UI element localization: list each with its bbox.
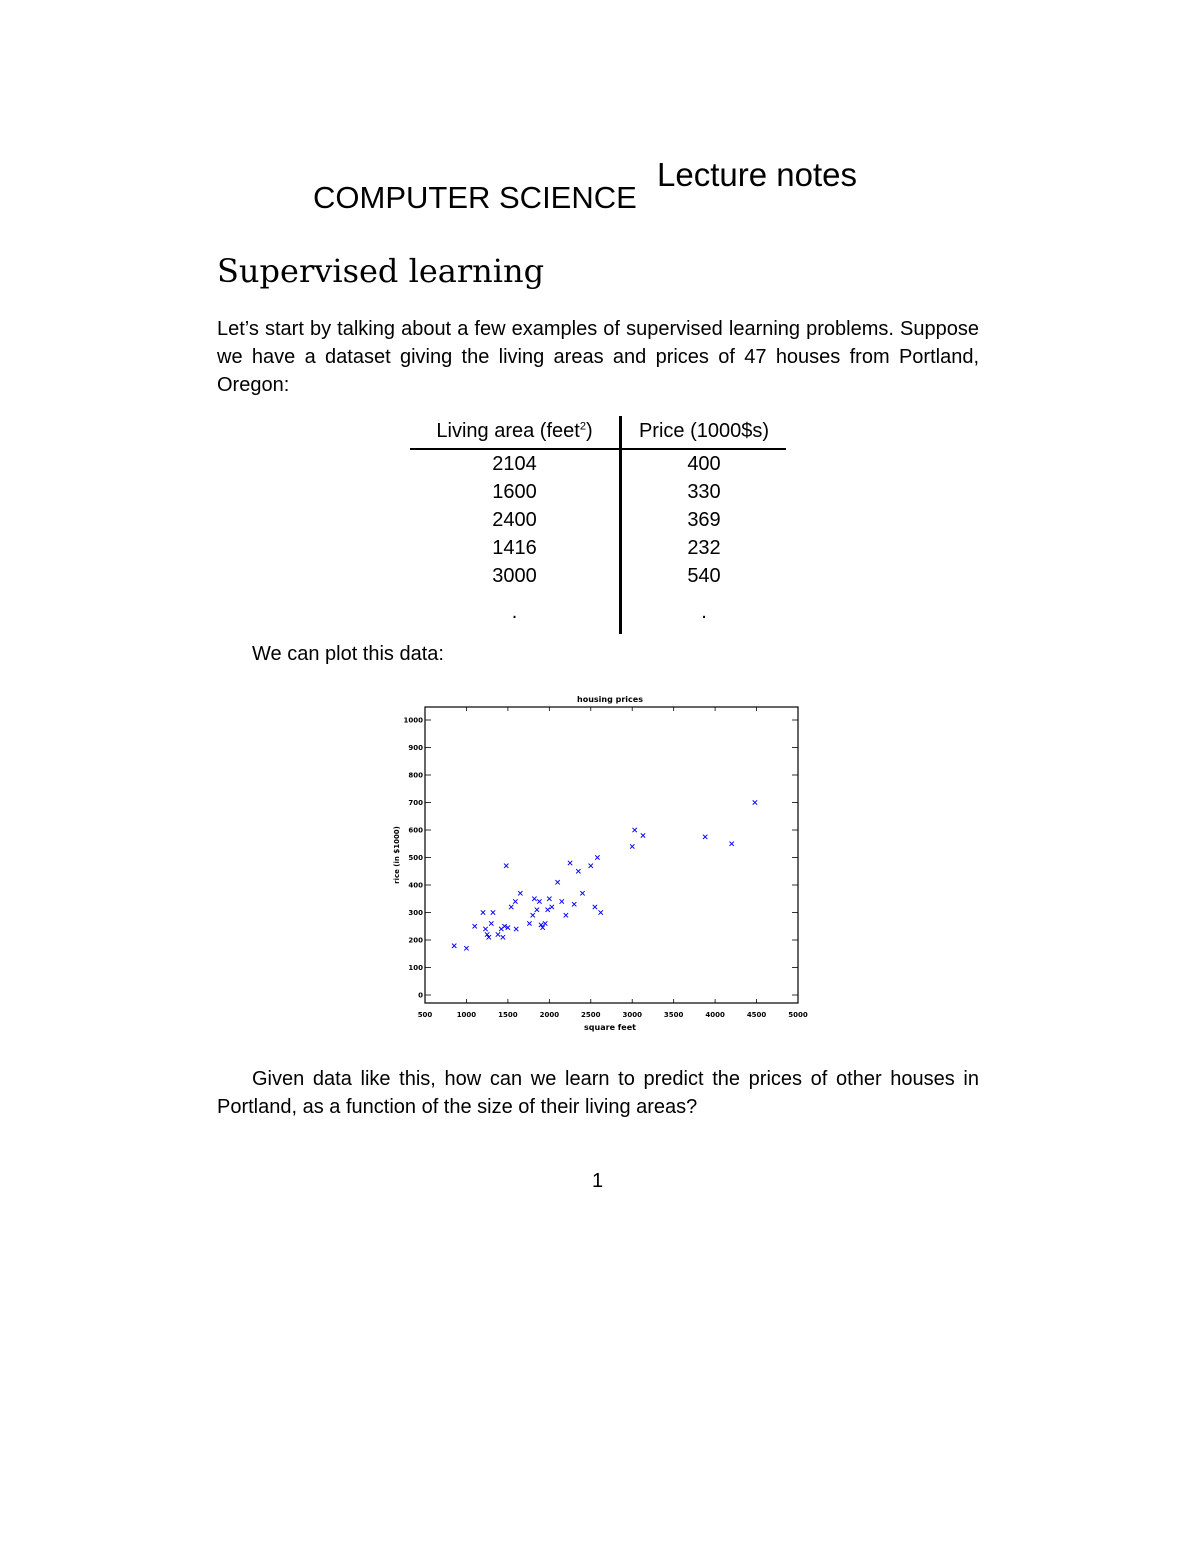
data-point	[595, 855, 599, 859]
header-living-area-text: Living area (feet	[436, 419, 580, 442]
data-point	[514, 927, 518, 931]
data-point	[641, 833, 645, 837]
data-point	[547, 897, 551, 901]
y-axis-label: rice (in $1000)	[393, 826, 401, 884]
cell-price: 369	[687, 508, 721, 531]
y-tick-label: 700	[408, 799, 423, 807]
data-point	[518, 891, 522, 895]
data-points	[452, 800, 757, 950]
data-point	[564, 913, 568, 917]
data-point	[568, 861, 572, 865]
data-point	[599, 910, 603, 914]
document-title: COMPUTER SCIENCE	[313, 180, 637, 215]
data-point	[576, 869, 580, 873]
y-tick-label: 0	[418, 991, 423, 1000]
plot-intro-text: We can plot this data:	[252, 643, 444, 665]
cell-price: 232	[687, 536, 721, 559]
data-point	[543, 921, 547, 925]
data-point	[504, 864, 508, 868]
table-row	[410, 449, 786, 478]
x-tick-label: 1000	[456, 1011, 477, 1019]
data-point	[452, 944, 456, 948]
data-point	[464, 946, 468, 950]
table-row	[410, 478, 786, 506]
cell-area: 2400	[410, 506, 621, 534]
plot-frame	[425, 707, 798, 1003]
data-point	[703, 835, 707, 839]
table-row	[410, 562, 786, 590]
section-title: Supervised learning	[217, 252, 545, 290]
x-tick-label: 1500	[498, 1011, 518, 1019]
document-subtitle: Lecture notes	[657, 156, 857, 193]
x-axis-label: square feet	[584, 1023, 636, 1032]
data-point	[481, 910, 485, 914]
table-ellipsis-row	[410, 590, 786, 634]
axis-ticks	[404, 707, 808, 1019]
intro-paragraph: Let’s start by talking about a few examples of supervised learning problems. Suppose we have a dataset giving the living areas and prices of 47 houses from Portland, Oregon:	[217, 318, 979, 396]
data-point	[473, 924, 477, 928]
data-point	[509, 905, 513, 909]
x-tick-label: 5000	[788, 1011, 808, 1019]
header-living-area	[410, 416, 621, 449]
y-tick-label: 400	[408, 881, 423, 890]
data-point	[729, 842, 733, 846]
cell-price: 330	[687, 480, 721, 503]
y-tick-label: 600	[408, 826, 423, 835]
cell-area: 1416	[410, 534, 621, 562]
y-tick-label: 1000	[403, 716, 423, 725]
data-point	[489, 921, 493, 925]
data-point	[630, 844, 634, 848]
y-tick-label: 300	[408, 909, 423, 917]
data-point	[560, 899, 564, 903]
cell-ellipsis: .	[410, 590, 621, 634]
data-point	[753, 800, 757, 804]
data-point	[633, 828, 637, 832]
y-tick-label: 500	[408, 854, 423, 862]
data-point	[589, 864, 593, 868]
data-point	[531, 913, 535, 917]
y-tick-label: 800	[408, 771, 423, 780]
x-tick-label: 500	[417, 1011, 433, 1019]
x-tick-label: 3500	[663, 1011, 684, 1019]
data-point	[545, 908, 549, 912]
data-point	[537, 899, 541, 903]
data-point	[580, 891, 584, 895]
data-point	[532, 897, 536, 901]
cell-price: 400	[687, 452, 721, 475]
header-price: Price (1000$s)	[621, 416, 787, 449]
table-row	[410, 506, 786, 534]
data-point	[535, 908, 539, 912]
header-living-area-close: )	[585, 419, 593, 442]
x-tick-label: 2000	[539, 1011, 560, 1019]
housing-data-table	[410, 416, 786, 634]
x-tick-label: 2500	[581, 1011, 601, 1019]
x-tick-label: 4500	[746, 1011, 767, 1019]
data-point	[527, 921, 531, 925]
data-point	[572, 902, 576, 906]
cell-area: 1600	[410, 478, 621, 506]
data-point	[483, 927, 487, 931]
question-paragraph: Given data like this, how can we learn to predict the prices of other houses in Portland, as a function of the size of their living areas?	[217, 1068, 979, 1118]
header-living-area-sup: 2	[579, 419, 586, 432]
cell-area: 3000	[410, 562, 621, 590]
table-header-row	[410, 416, 786, 449]
data-point	[501, 935, 505, 939]
data-point	[513, 899, 517, 903]
data-point	[593, 905, 597, 909]
data-point	[496, 932, 500, 936]
y-tick-label: 100	[408, 964, 423, 972]
x-tick-label: 4000	[705, 1011, 725, 1019]
data-point	[550, 905, 554, 909]
x-tick-label: 3000	[622, 1011, 642, 1019]
cell-ellipsis: .	[701, 600, 707, 623]
cell-price: 540	[687, 564, 721, 587]
data-point	[555, 880, 559, 884]
data-point	[491, 910, 495, 914]
cell-area: 2104	[410, 449, 621, 478]
housing-prices-chart	[395, 690, 815, 1035]
y-tick-label: 900	[408, 744, 423, 752]
y-tick-label: 200	[408, 936, 423, 945]
table-row	[410, 534, 786, 562]
page-number: 1	[592, 1170, 604, 1192]
chart-title: housing prices	[577, 695, 643, 704]
